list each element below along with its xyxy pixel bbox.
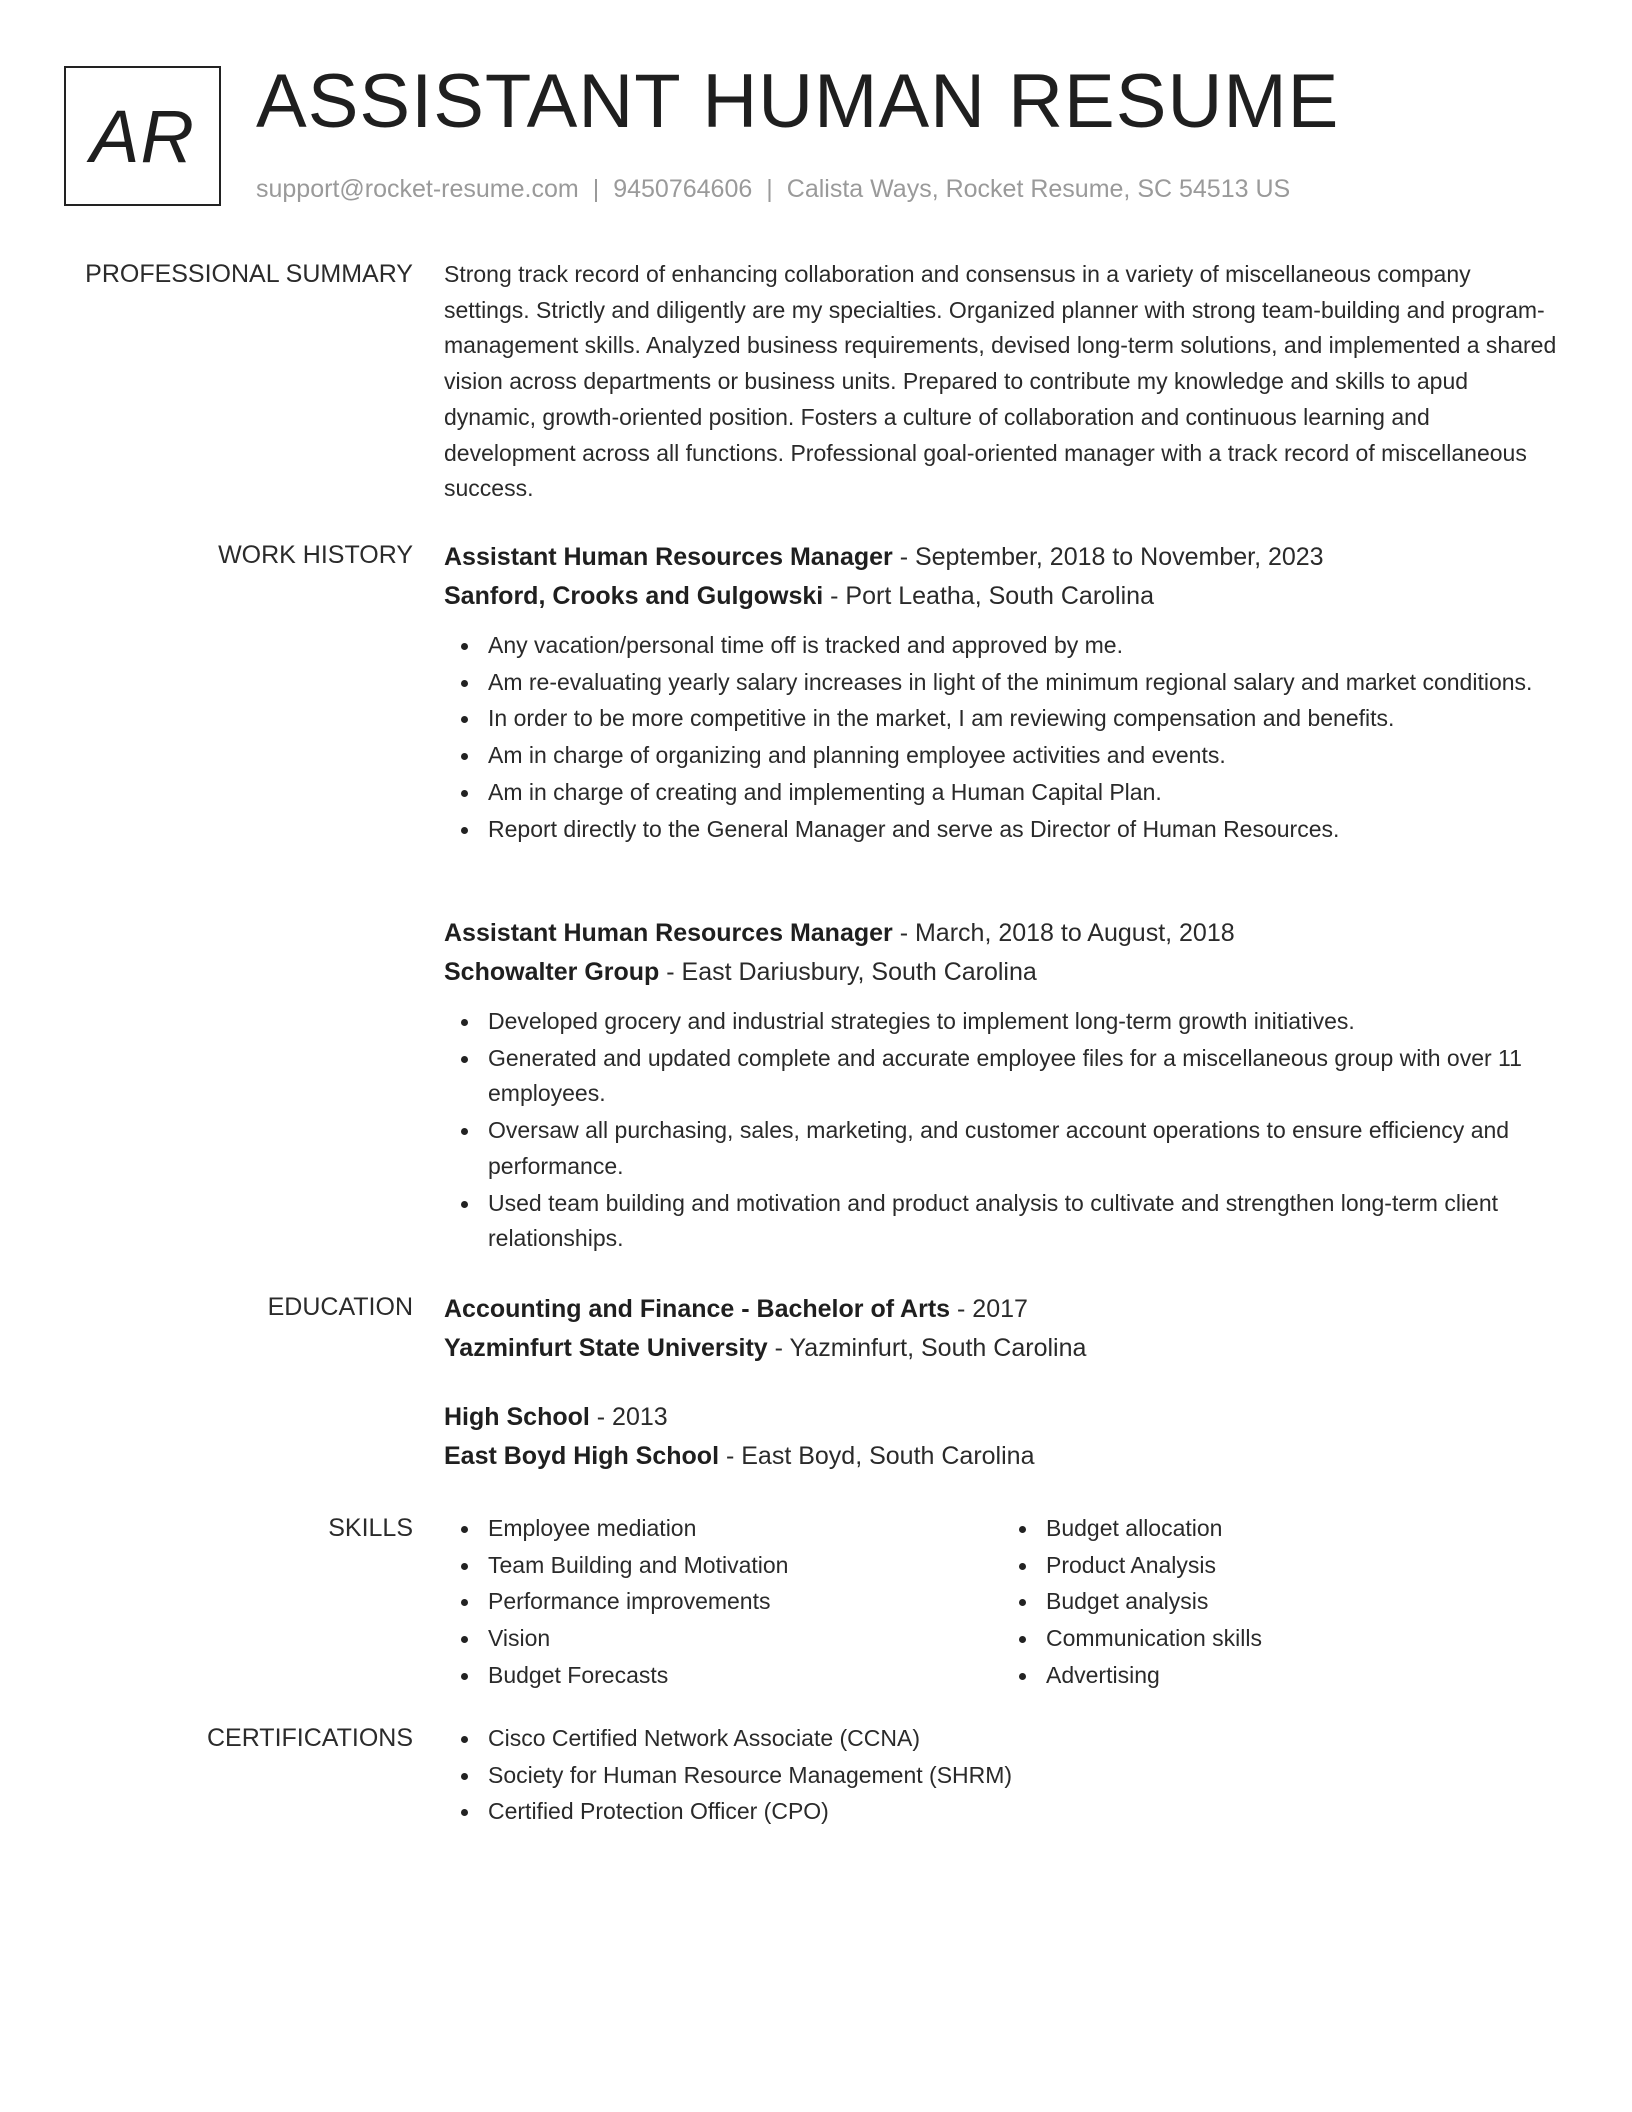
education-degree-line: [444, 1290, 1560, 1329]
job-bullet: Generated and updated complete and accurate employee files for a miscellaneous group with over 11 employees.: [488, 1041, 1560, 1112]
job-location: - Port Leatha, South Carolina: [823, 582, 1154, 610]
job-company: Sanford, Crooks and Gulgowski: [444, 582, 824, 610]
education-degree-line: [444, 1398, 1560, 1437]
work-history-body-2: [444, 914, 1560, 1258]
education-school-line: [444, 1437, 1560, 1476]
education-year: - 2017: [950, 1295, 1028, 1323]
certification-item: Certified Protection Officer (CPO): [488, 1794, 1560, 1830]
certifications-title: CERTIFICATIONS: [206, 1724, 413, 1752]
skill-item: Employee mediation: [488, 1511, 1002, 1547]
job-company-line: [444, 577, 1560, 616]
job-dates: - March, 2018 to August, 2018: [892, 919, 1235, 947]
education-school: East Boyd High School: [444, 1442, 720, 1470]
work-history-title: WORK HISTORY: [218, 541, 413, 569]
job-bullet: Used team building and motivation and product analysis to cultivate and strengthen long-term client relationships.: [488, 1186, 1560, 1257]
education-title: EDUCATION: [267, 1293, 413, 1321]
certifications-body: [444, 1721, 1560, 1831]
job-entry: [444, 538, 1560, 847]
skill-item: Budget analysis: [1046, 1584, 1560, 1620]
summary-title: PROFESSIONAL SUMMARY: [85, 260, 413, 288]
job-bullet: Oversaw all purchasing, sales, marketing, and customer account operations to ensure efficiency and performance.: [488, 1113, 1560, 1184]
job-dates: - September, 2018 to November, 2023: [892, 543, 1324, 571]
skill-item: Advertising: [1046, 1658, 1560, 1694]
skill-item: Team Building and Motivation: [488, 1548, 1002, 1584]
contact-separator: |: [766, 175, 773, 203]
job-entry: [444, 914, 1560, 1257]
job-bullets: [444, 628, 1560, 847]
education-location: - Yazminfurt, South Carolina: [767, 1334, 1087, 1362]
education-school-line: [444, 1329, 1560, 1368]
education-entry: [444, 1398, 1560, 1476]
education-year: - 2013: [589, 1403, 668, 1431]
skills-body: [444, 1511, 1560, 1695]
certification-item: Cisco Certified Network Associate (CCNA): [488, 1721, 1560, 1757]
job-bullet: Any vacation/personal time off is tracked and approved by me.: [488, 628, 1560, 664]
summary-body: [444, 257, 1560, 507]
job-location: - East Dariusbury, South Carolina: [659, 958, 1037, 986]
education-degree: High School: [444, 1403, 590, 1431]
skill-item: Performance improvements: [488, 1584, 1002, 1620]
resume-name: ASSISTANT HUMAN RESUME: [256, 59, 1340, 144]
contact-line: [256, 172, 1290, 206]
job-bullets: [444, 1004, 1560, 1257]
job-bullet: Am re-evaluating yearly salary increases in light of the minimum regional salary and market conditions.: [488, 665, 1560, 701]
summary-text: Strong track record of enhancing collaboration and consensus in a variety of miscellaneous company settings. Strictly and diligently are my specialties. Organized planner with strong team-building and program-management skills. Analyzed business requirements, devised long-term solutions, and implemented a shared vision across departments or business units. Prepared to contribute my knowledge and skills to apud dynamic, growth-oriented position. Fosters a culture of collaboration and continuous learning and development across all functions. Professional goal-oriented manager with a track record of miscellaneous success.: [444, 261, 1557, 502]
education-school: Yazminfurt State University: [444, 1334, 768, 1362]
contact-address: Calista Ways, Rocket Resume, SC 54513 US: [786, 175, 1291, 203]
skill-item: Product Analysis: [1046, 1548, 1560, 1584]
job-bullet: In order to be more competitive in the market, I am reviewing compensation and benefits.: [488, 701, 1560, 737]
skill-item: Vision: [488, 1621, 1002, 1657]
education-location: - East Boyd, South Carolina: [719, 1442, 1035, 1470]
job-bullet: Am in charge of organizing and planning employee activities and events.: [488, 738, 1560, 774]
job-bullet: Report directly to the General Manager and serve as Director of Human Resources.: [488, 812, 1560, 848]
job-bullet: Am in charge of creating and implementing a Human Capital Plan.: [488, 775, 1560, 811]
skill-item: Budget Forecasts: [488, 1658, 1002, 1694]
work-history-body: [444, 538, 1560, 848]
job-bullet: Developed grocery and industrial strategies to implement long-term growth initiatives.: [488, 1004, 1560, 1040]
skills-list-right: [1002, 1511, 1560, 1695]
job-title-line: [444, 914, 1560, 953]
monogram-box: [64, 66, 221, 206]
education-degree: Accounting and Finance - Bachelor of Arts: [444, 1295, 951, 1323]
job-title-line: [444, 538, 1560, 577]
job-company-line: [444, 953, 1560, 992]
education-entry: [444, 1290, 1560, 1368]
skills-title: SKILLS: [328, 1514, 413, 1542]
education-body: [444, 1290, 1560, 1476]
skills-columns: [444, 1511, 1560, 1695]
contact-separator: |: [592, 175, 600, 203]
job-role: Assistant Human Resources Manager: [444, 543, 893, 571]
monogram-initials: AR: [90, 94, 195, 178]
contact-email[interactable]: support@rocket-resume.com: [256, 175, 579, 203]
skill-item: Communication skills: [1046, 1621, 1560, 1657]
job-role: Assistant Human Resources Manager: [444, 919, 893, 947]
skill-item: Budget allocation: [1046, 1511, 1560, 1547]
contact-phone[interactable]: 9450764606: [613, 175, 753, 203]
job-company: Schowalter Group: [444, 958, 660, 986]
skills-list-left: [444, 1511, 1002, 1695]
certification-item: Society for Human Resource Management (SHRM): [488, 1758, 1560, 1794]
certifications-list: [444, 1721, 1560, 1830]
